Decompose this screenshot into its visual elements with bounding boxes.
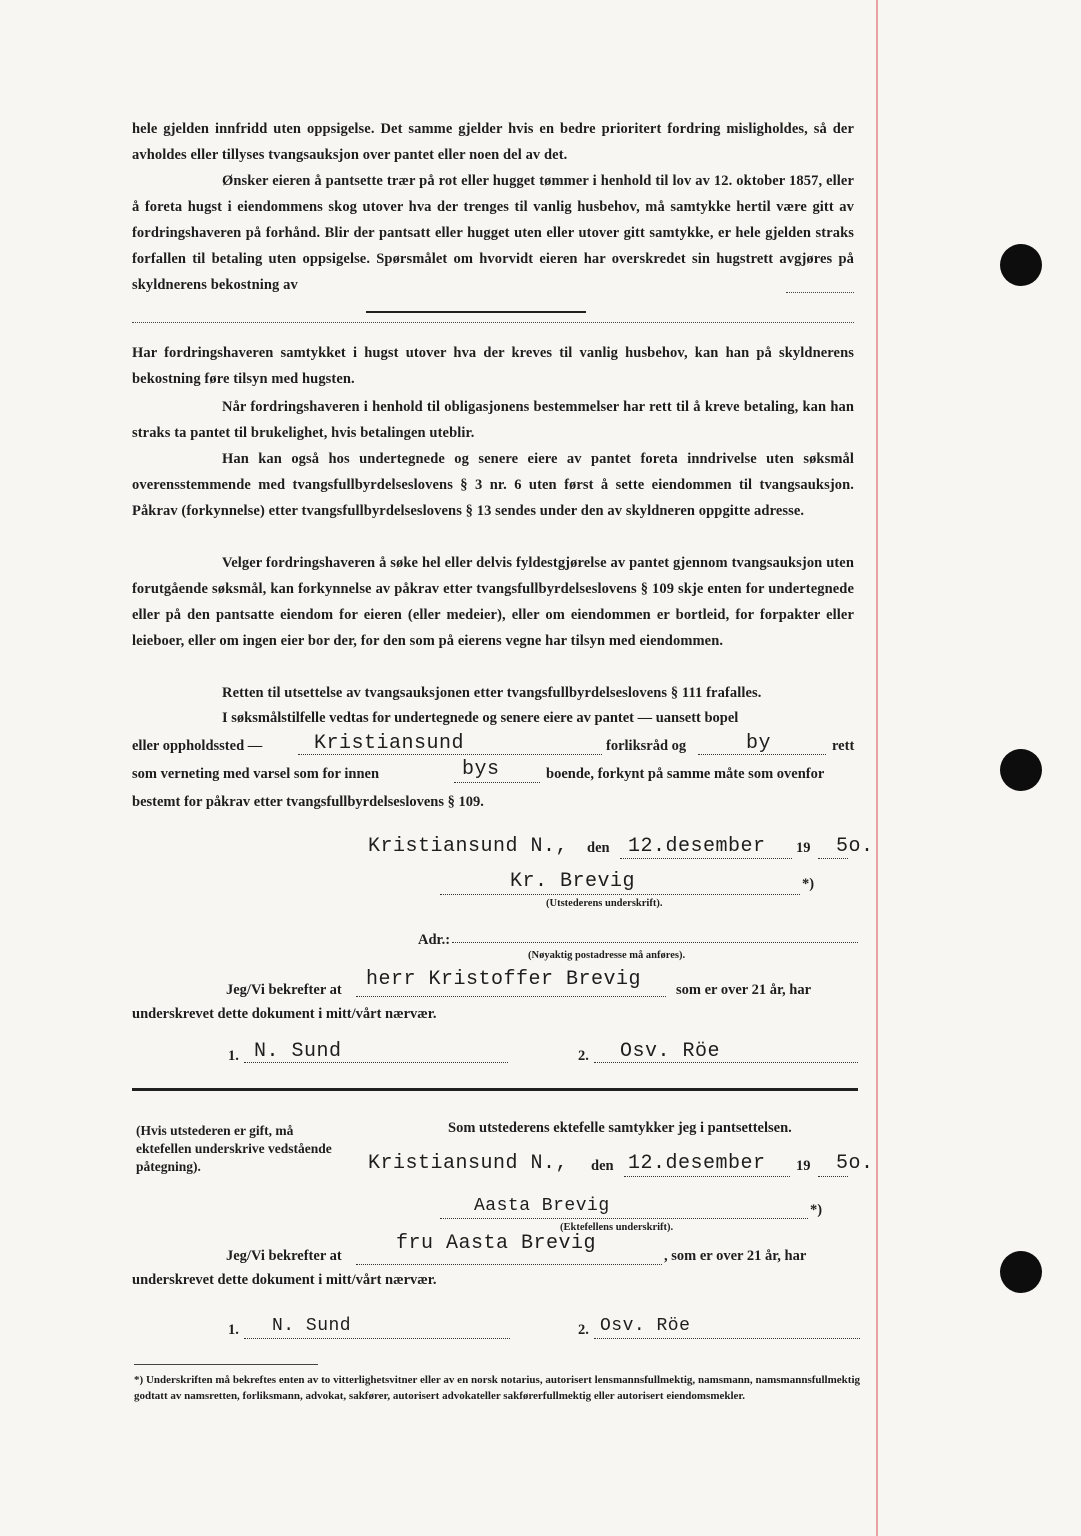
sig1-year-suffix: 5o. [836,835,874,858]
spouse-note: (Hvis utstederen er gift, må ektefellen underskrive vedstående påtegning). [136,1123,332,1174]
sig2-date: 12.desember [628,1152,766,1175]
sig1-confirm-line2: underskrevet dette dokument i mitt/vårt nærvær. [132,1006,437,1022]
sig2-confirm-post: , som er over 21 år, har [664,1248,807,1264]
sig1-witness1-num: 1. [228,1048,239,1064]
venue-line2-b: boende, forkynt på samme måte som ovenfor [546,766,825,782]
paragraph: Når fordringshaveren i henhold til obligasjonens bestemmelser har rett til å kreve betaling, kan han straks ta pantet til brukelighet, hvis betalingen uteblir. [132,399,854,441]
sig2-witness2: Osv. Röe [600,1316,691,1336]
footnote-rule [134,1364,318,1365]
sig1-place: Kristiansund N., [368,835,569,858]
sig2-confirm-line2: underskrevet dette dokument i mitt/vårt nærvær. [132,1272,437,1288]
sig2-year-prefix: 19 [796,1158,811,1174]
sig2-confirm-name: fru Aasta Brevig [396,1232,597,1255]
adr-field [452,920,858,943]
sig2-footnote-mark: *) [810,1202,823,1218]
sig2-signature-label: (Ektefellens underskrift). [560,1222,674,1233]
venue-court: by [746,732,772,755]
sig1-witness1: N. Sund [254,1040,342,1063]
sig1-signature-label: (Utstederens underskrift). [546,898,663,909]
venue-mid: forliksråd og [606,738,687,754]
separator [366,311,586,313]
sig1-confirm-pre: Jeg/Vi bekrefter at [226,982,342,998]
fill-line [786,292,854,293]
venue-bys: bys [462,758,500,781]
paragraph: Ønsker eieren å pantsette trær på rot eller hugget tømmer i henhold til lov av 12. oktober 1857, eller å foreta hugst i eiendommens skog utover hva der trenges til vanlig husbehov, må samtykke hertil være gitt av fordringshaveren på forhånd. Blir der pantsatt eller hugget uten eller utover gitt samtykke, er hele gjelden straks forfallen til betaling uten oppsigelse. Spørsmålet om hvorvidt eieren har overskredet sin hugstrett avgjøres på skyldnerens bekostning av [132,173,854,293]
sig1-confirm-post: som er over 21 år, har [676,982,812,998]
punch-hole [1000,1251,1042,1293]
venue-line3: bestemt for påkrav etter tvangsfullbyrdelseslovens § 109. [132,794,484,810]
sig2-year-suffix: 5o. [836,1152,874,1175]
venue-intro: I søksmålstilfelle vedtas for undertegnede og senere eiere av pantet — uansett bopel [222,710,739,726]
sig1-witness2-num: 2. [578,1048,589,1064]
sig2-signature: Aasta Brevig [474,1196,610,1216]
sig2-witness2-num: 2. [578,1322,589,1338]
sig2-witness1: N. Sund [272,1316,352,1336]
footnote: *) Underskriften må bekreftes enten av to vitterlighetsvitner eller av en norsk notarius, autorisert lensmannsfullmektig, namsmann, namsmannsfullmektig godtatt av namsretten, forliksmann, advokat, sakfører, autorisert advokateller sakførerfullmektig eller autorisert eiendomsmekler. [134,1374,860,1402]
sig2-den: den [591,1158,614,1174]
spouse-consent: Som utstederens ektefelle samtykker jeg i pantsettelsen. [448,1120,792,1136]
paragraph: Retten til utsettelse av tvangsauksjonen etter tvangsfullbyrdelseslovens § 111 frafalles. [222,685,762,701]
paragraph: hele gjelden innfridd uten oppsigelse. Det samme gjelder hvis en bedre prioritert fordring misligholdes, så der avholdes eller tillyses tvangsauksjon over pantet eller noen del av det. [132,121,854,163]
sig1-footnote-mark: *) [802,876,815,892]
paragraph: Han kan også hos undertegnede og senere eiere av pantet foreta inndrivelse uten søksmål overensstemmende med tvangsfullbyrdelseslovens § 3 nr. 6 uten først å sette eiendommen til tvangsauksjon. Påkrav (forkynnelse) etter tvangsfullbyrdelseslovens § 13 sendes under den av skyldneren oppgitte adresse. [132,451,854,519]
sig2-place: Kristiansund N., [368,1152,569,1175]
paragraph: Velger fordringshaveren å søke hel eller delvis fyldestgjørelse av pantet gjennom tvangsauksjon uten forutgående søksmål, kan forkynnelse av påkrav etter tvangsfullbyrdelseslovens § 109 skje enten for undertegnede eller på den pantsatte eiendom for eieren (eller medeier), eller om eiendommen er bortleid, for forpakter eller leieboer, eller om ingen eier bor der, for den som på eierens vegne har tilsyn med eiendommen. [132,555,854,649]
sig1-signature: Kr. Brevig [510,870,636,893]
sig1-den: den [587,840,610,856]
margin-rule [876,0,878,1536]
sig1-year-prefix: 19 [796,840,811,856]
sig2-witness1-num: 1. [228,1322,239,1338]
section-divider [132,1088,858,1091]
venue-post: rett [832,738,855,754]
venue-place: Kristiansund [314,732,465,755]
fill-line [132,322,854,323]
punch-hole [1000,244,1042,286]
paragraph: Har fordringshaveren samtykket i hugst utover hva der kreves til vanlig husbehov, kan han på skyldnerens bekostning føre tilsyn med hugsten. [132,345,854,387]
adr-hint: (Nøyaktig postadresse må anføres). [528,950,686,961]
venue-pre: eller oppholdssted — [132,738,263,754]
sig1-confirm-name: herr Kristoffer Brevig [366,968,642,991]
sig2-confirm-pre: Jeg/Vi bekrefter at [226,1248,342,1264]
punch-hole [1000,749,1042,791]
sig1-date: 12.desember [628,835,766,858]
venue-line2-a: som verneting med varsel som for innen [132,766,380,782]
sig1-witness2: Osv. Röe [620,1040,721,1063]
adr-label: Adr.: [418,932,451,948]
